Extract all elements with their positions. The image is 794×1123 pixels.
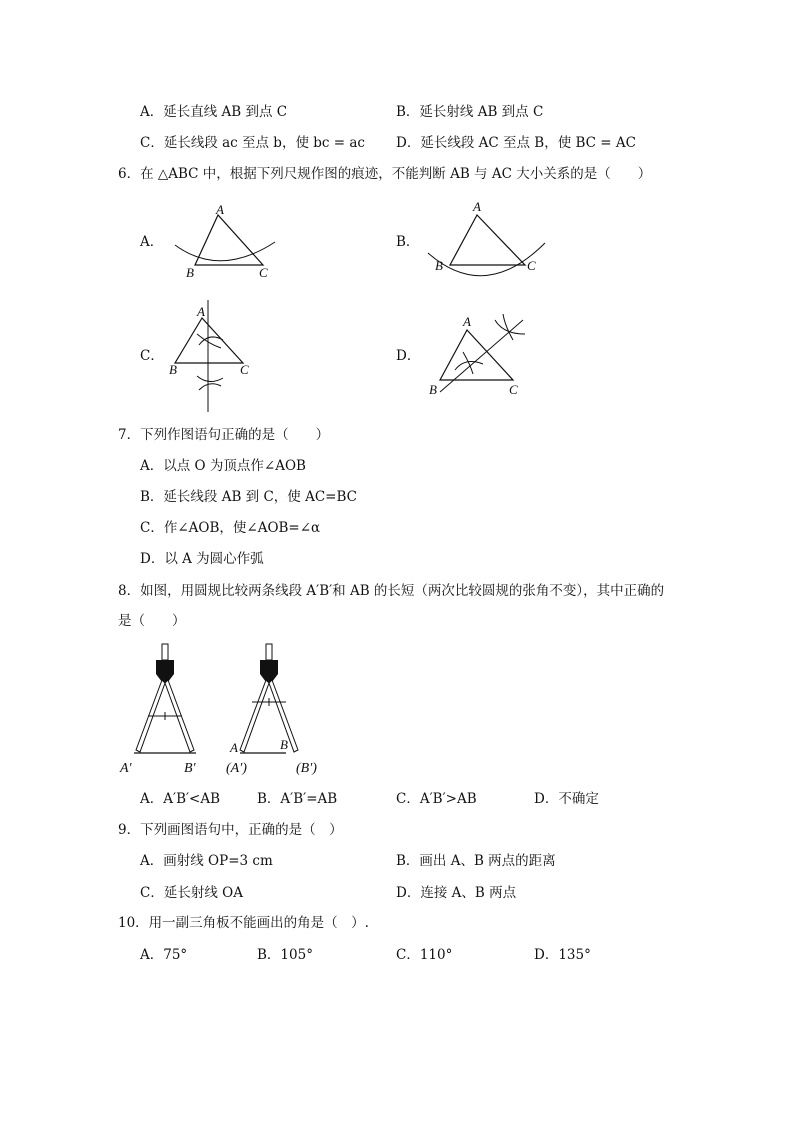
q6d-point-c: C <box>509 382 518 397</box>
q6b-point-c: C <box>527 258 536 273</box>
q6a-point-b: B <box>186 265 194 280</box>
q10-option-b[interactable]: B．105° <box>257 947 313 963</box>
q6-figure-c <box>165 300 265 415</box>
q6-option-d-label[interactable]: D． <box>396 348 421 364</box>
q8-option-a[interactable]: A．A′B′<AB <box>140 791 221 807</box>
q6a-point-c: C <box>259 265 268 280</box>
q6-figure-b <box>425 198 555 288</box>
q5-option-a[interactable]: A．延长直线 AB 到点 C <box>140 104 288 120</box>
q9-option-d[interactable]: D．连接 A、B 两点 <box>396 885 517 901</box>
q10-option-c[interactable]: C．110° <box>396 947 453 963</box>
q6-option-c-label[interactable]: C． <box>140 348 164 364</box>
q7-option-a[interactable]: A．以点 O 为顶点作∠AOB <box>140 458 306 474</box>
q7-stem: 7．下列作图语句正确的是（ ） <box>118 427 330 443</box>
q6-figure-d <box>425 312 535 402</box>
q9-option-b[interactable]: B．画出 A、B 两点的距离 <box>396 853 556 869</box>
q9-stem: 9．下列画图语句中，正确的是（ ） <box>118 822 343 838</box>
q6b-point-a: A <box>473 199 481 214</box>
q5-option-d[interactable]: D．延长线段 AC 至点 B，使 BC = AC <box>396 135 636 151</box>
q10-option-d[interactable]: D．135° <box>534 947 591 963</box>
q6c-point-c: C <box>240 362 249 377</box>
q8-compass-figure-right <box>222 640 332 780</box>
q8-left-point-b: B′ <box>184 761 196 776</box>
q8-stem-line1: 8．如图，用圆规比较两条线段 A′B′和 AB 的长短（两次比较圆规的张角不变），其中正确的 <box>118 583 665 599</box>
q6b-point-b: B <box>435 258 443 273</box>
q6d-point-b: B <box>429 382 437 397</box>
q8-right-point-b: B <box>280 737 288 752</box>
q8-option-b[interactable]: B．A′B′=AB <box>257 791 338 807</box>
q10-stem: 10．用一副三角板不能画出的角是（ ）. <box>118 915 369 931</box>
q9-option-c[interactable]: C．延长射线 OA <box>140 885 243 901</box>
q6d-point-a: A <box>463 314 471 329</box>
q6-stem: 6．在 △ABC 中，根据下列尺规作图的痕迹，不能判断 AB 与 AC 大小关系的是（ ） <box>118 166 652 182</box>
q8-option-c[interactable]: C．A′B′>AB <box>396 791 477 807</box>
q5-option-c[interactable]: C．延长线段 ac 至点 b，使 bc = ac <box>140 135 365 151</box>
q7-option-b[interactable]: B．延长线段 AB 到 C，使 AC=BC <box>140 489 357 505</box>
q6c-point-a: A <box>197 304 205 319</box>
q8-stem-line2: 是（ ） <box>118 613 186 629</box>
q8-left-point-a: A′ <box>120 761 132 776</box>
q9-option-a[interactable]: A．画射线 OP=3 cm <box>140 853 273 869</box>
q6c-point-b: B <box>169 362 177 377</box>
q6a-point-a: A <box>216 202 224 217</box>
q6-option-b-label[interactable]: B． <box>396 234 420 250</box>
q8-compass-figure-left <box>118 640 218 780</box>
q7-option-d[interactable]: D．以 A 为圆心作弧 <box>140 551 264 567</box>
q6-figure-a <box>170 200 280 280</box>
q10-option-a[interactable]: A．75° <box>140 947 188 963</box>
q8-option-d[interactable]: D．不确定 <box>534 791 599 807</box>
q8-right-point-a-prime: (A′) <box>226 761 247 776</box>
q5-option-b[interactable]: B．延长射线 AB 到点 C <box>396 104 544 120</box>
q8-right-point-b-prime: (B′) <box>296 761 317 776</box>
q7-option-c[interactable]: C．作∠AOB，使∠AOB=∠α <box>140 520 321 536</box>
q6-option-a-label[interactable]: A． <box>140 234 164 250</box>
q8-right-point-a: A <box>230 740 238 755</box>
